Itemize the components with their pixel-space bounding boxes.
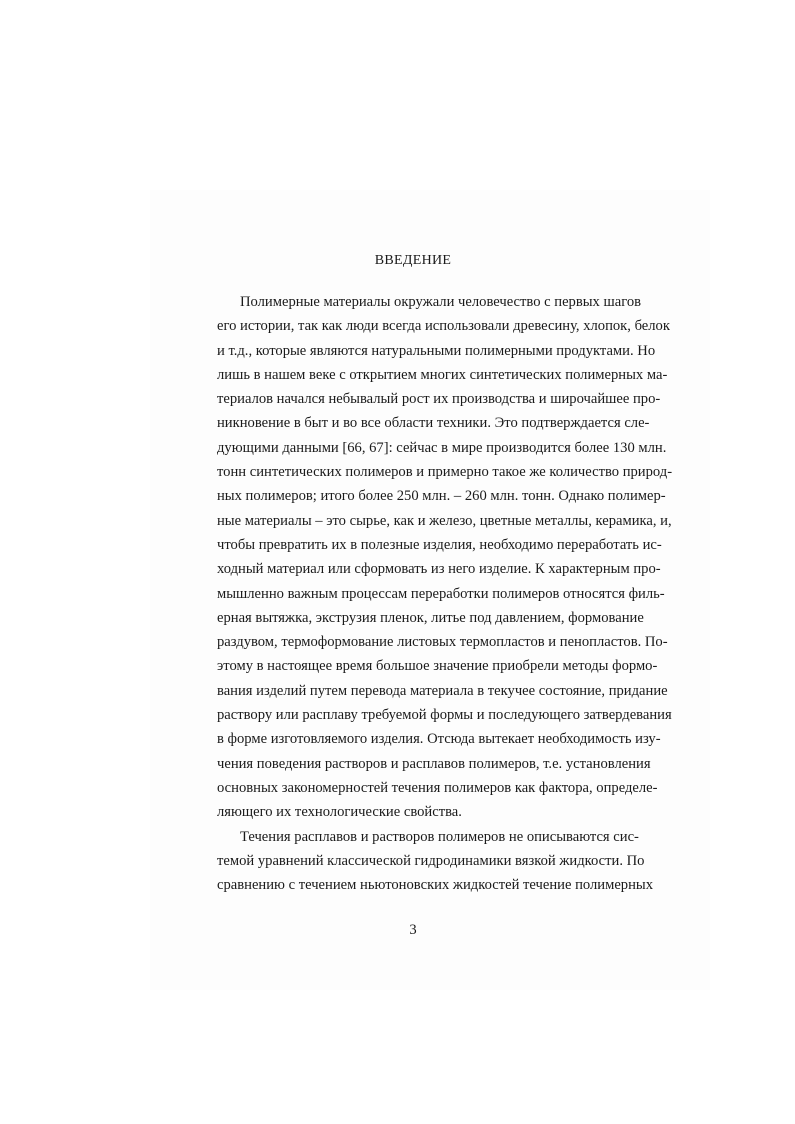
text-line: темой уравнений классической гидродинамики вязкой жидкости. По: [217, 852, 645, 869]
text-line: этому в настоящее время большое значение приобрели методы формо-: [217, 658, 658, 675]
text-line: ные материалы – это сырье, как и железо, цветные металлы, керамика, и,: [217, 512, 672, 529]
text-line: его истории, так как люди всегда использовали древесину, хлопок, белок: [217, 318, 670, 335]
text-line: Течения расплавов и растворов полимеров не описываются сис-: [240, 828, 639, 845]
text-line: дующими данными [66, 67]: сейчас в мире производится более 130 млн.: [217, 439, 667, 456]
text-line: ных полимеров; итого более 250 млн. – 260 млн. тонн. Однако полимер-: [217, 488, 666, 505]
text-line: и т.д., которые являются натуральными полимерными продуктами. Но: [217, 342, 656, 359]
text-line: чтобы превратить их в полезные изделия, необходимо переработать ис-: [217, 536, 662, 553]
text-line: сравнению с течением ньютоновских жидкостей течение полимерных: [217, 877, 654, 894]
text-line: ходный материал или сформовать из него изделие. К характерным про-: [217, 561, 661, 578]
text-line: териалов начался небывалый рост их производства и широчайшее про-: [217, 391, 661, 408]
text-line: мышленно важным процессам переработки полимеров относятся филь-: [217, 585, 665, 602]
text-line: лишь в нашем веке с открытием многих синтетических полимерных ма-: [217, 366, 668, 383]
paragraph: [217, 825, 654, 898]
section-title: ВВЕДЕНИЕ: [374, 253, 452, 268]
text-line: основных закономерностей течения полимеров как фактора, определе-: [217, 779, 658, 796]
text-line: никновение в быт и во все области техники. Это подтверждается сле-: [217, 415, 650, 432]
text-line: ерная вытяжка, экструзия пленок, литье под давлением, формование: [217, 609, 644, 626]
paragraph: [217, 290, 673, 825]
text-line: тонн синтетических полимеров и примерно такое же количество природ-: [217, 464, 673, 481]
document-body: [217, 290, 673, 897]
text-line: раствору или расплаву требуемой формы и последующего затвердевания: [217, 707, 672, 724]
page-number: 3: [409, 922, 417, 938]
text-line: чения поведения растворов и расплавов полимеров, т.е. установления: [217, 755, 651, 772]
text-line: ляющего их технологические свойства.: [217, 804, 462, 821]
text-line: Полимерные материалы окружали человечество с первых шагов: [240, 294, 642, 310]
text-line: в форме изготовляемого изделия. Отсюда вытекает необходимость изу-: [217, 731, 661, 748]
text-line: раздувом, термоформование листовых термопластов и пенопластов. По-: [217, 634, 668, 651]
text-line: вания изделий путем перевода материала в текучее состояние, придание: [217, 682, 668, 699]
